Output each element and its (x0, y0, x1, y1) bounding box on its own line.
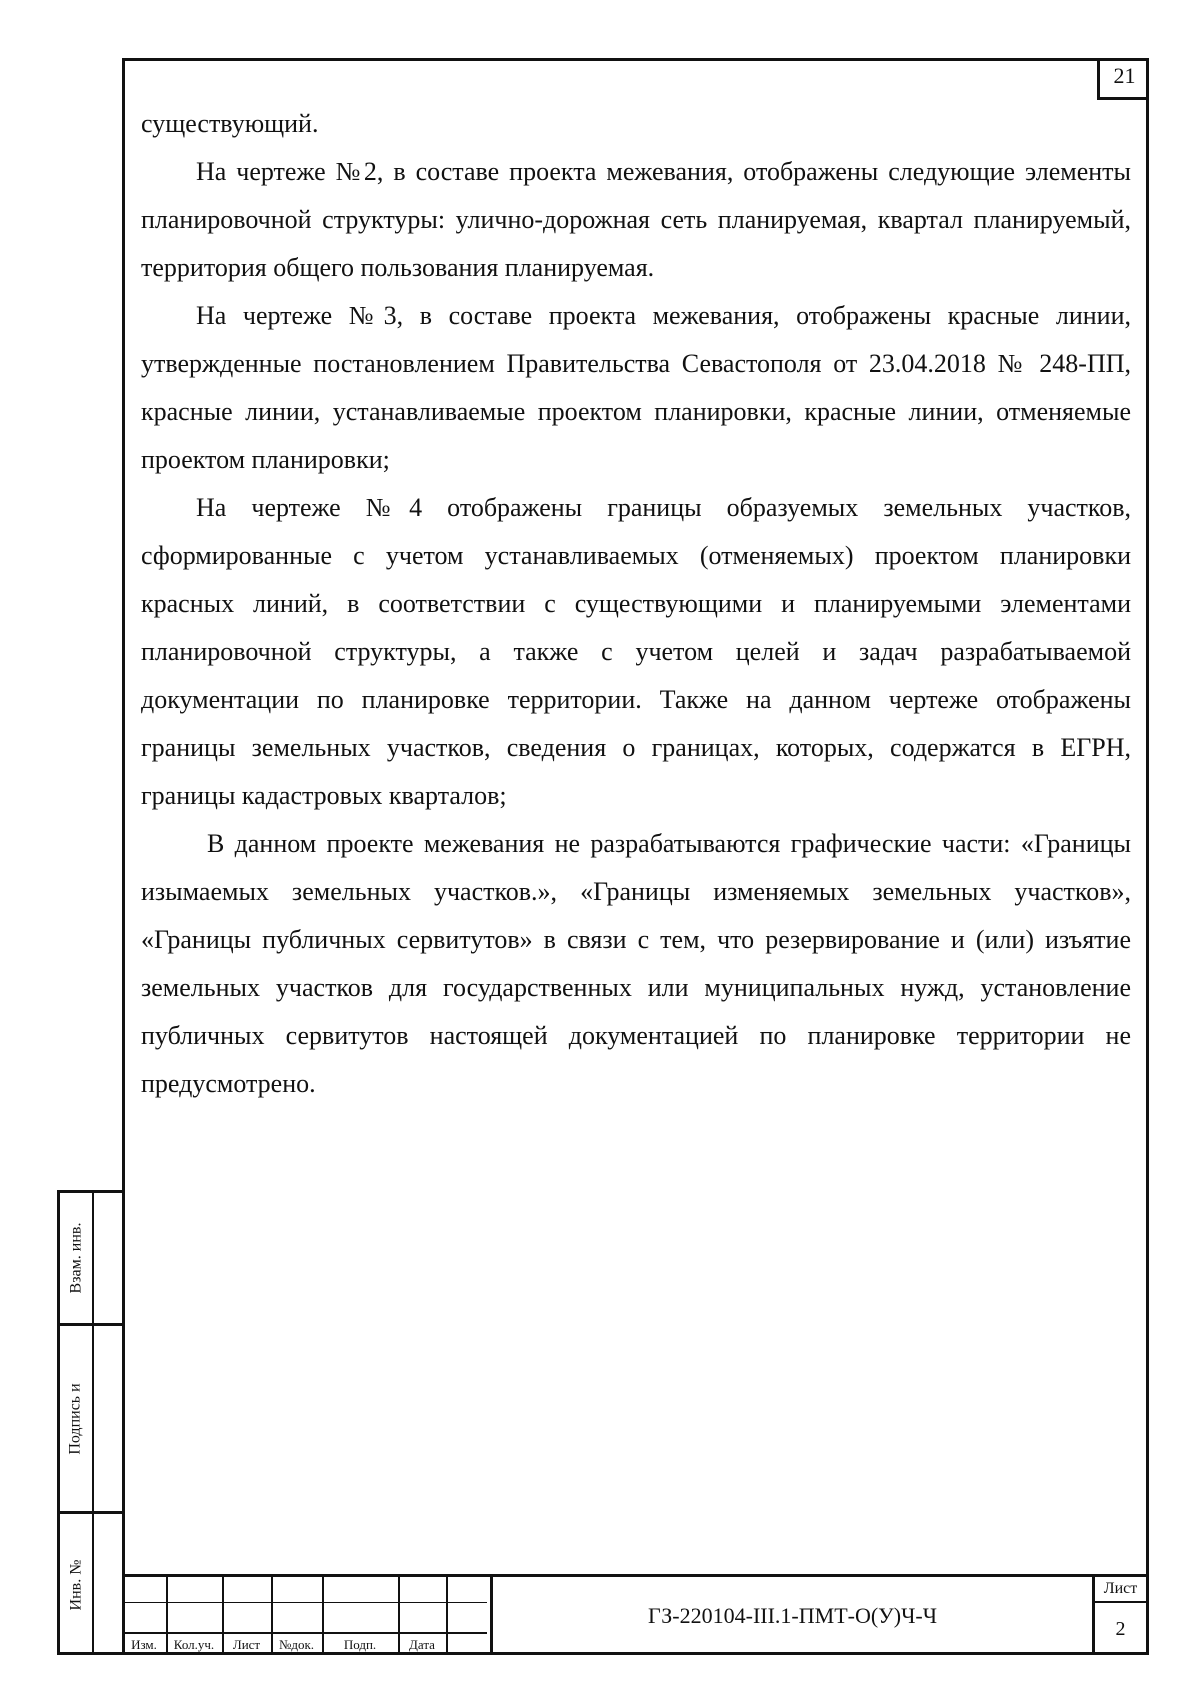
paragraph-drawing-4: На чертеже №4 отображены границы образуемых земельных участков, сформированные с учетом устанавливаемых (отменяемых) проектом планировки красных линий, в соответствии с существующими и планируемыми элементами планировочной структуры, а также с учетом целей и задач разрабатываемой документации по планировке территории. Также на данном чертеже отображены границы земельных участков, сведения о границах, которых, содержатся в ЕГРН, границы кадастровых кварталов; (141, 493, 1131, 810)
header-data: Дата (409, 1637, 435, 1652)
paragraph-drawing-3: На чертеже №3, в составе проекта межевания, отображены красные линии, утвержденные постановлением Правительства Севастополя от 23.04.2018 № 248-ПП, красные линии, устанавливаемые проектом планировки, красные линии, отменяемые проектом планировки; (141, 301, 1131, 474)
paragraph-continuation: существующий. (141, 109, 319, 138)
sheet-label: Лист (1095, 1577, 1146, 1603)
header-podp: Подп. (343, 1637, 377, 1652)
header-izm: Изм. (131, 1637, 157, 1652)
side-stamp-vzam-inv: Взам. инв. (67, 1222, 84, 1294)
header-n-dok: №док. (278, 1637, 315, 1652)
paragraph-not-developed: В данном проекте межевания не разрабатываются графические части: «Границы изымаемых земельных участков.», «Границы изменяемых земельных участков», «Границы публичных сервитутов» в связи с тем, что резервирование и (или) изъятие земельных участков для государственных или муниципальных нужд, установление публичных сервитутов настоящей документацией по планировке территории не предусмотрено. (141, 829, 1131, 1098)
side-stamp-inv-no: Инв. № (67, 1559, 84, 1610)
side-stamp-divider (92, 1193, 94, 1652)
header-kol-uch: Кол.уч. (173, 1637, 215, 1652)
sheet-number: 2 (1115, 1618, 1126, 1640)
page-number: 21 (1097, 58, 1149, 100)
title-block (122, 1574, 1149, 1655)
revision-table (122, 1577, 487, 1655)
side-stamp-podpis: Подпись и (67, 1382, 85, 1455)
side-stamp (57, 1190, 122, 1655)
document-code: ГЗ-220104-III.1-ПМТ-О(У)Ч-Ч (490, 1577, 1095, 1655)
header-list: Лист (232, 1637, 261, 1652)
document-body (141, 100, 1131, 1108)
sheet-cell (1095, 1577, 1149, 1655)
paragraph-drawing-2: На чертеже №2, в составе проекта межевания, отображены следующие элементы планировочной структуры: улично-дорожная сеть планируемая, квартал планируемый, территория общего пользования планируемая. (141, 157, 1131, 282)
